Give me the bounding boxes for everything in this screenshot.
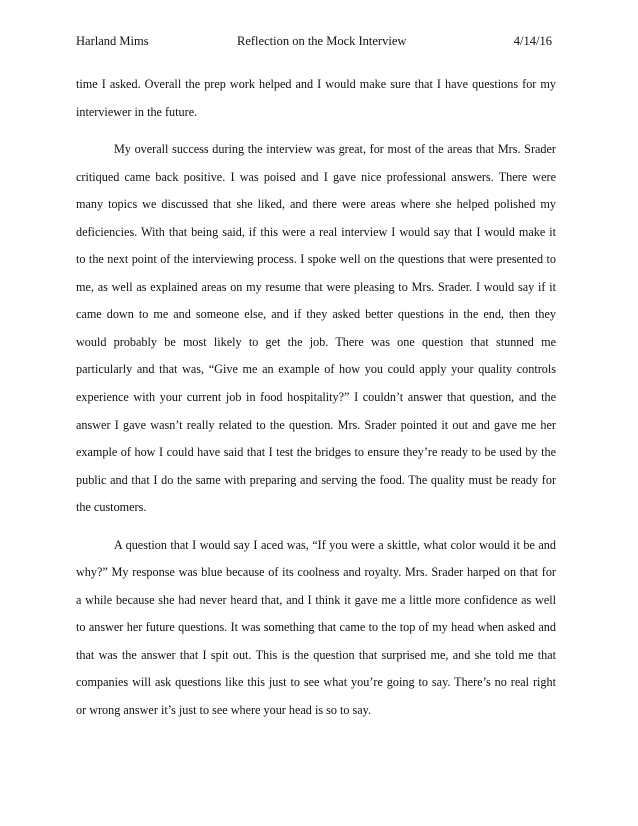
- text-line: the customers.: [76, 500, 147, 515]
- text-line: experience with your current job in food hospitality?” I couldn’t answer that question, and the: [76, 390, 556, 405]
- paragraph-3: [76, 532, 556, 725]
- paragraph-gap: [76, 522, 556, 532]
- header-title: Reflection on the Mock Interview: [237, 34, 407, 48]
- header-date: 4/14/16: [513, 34, 552, 48]
- text-line: that was the answer that I spit out. This is the question that surprised me, and she told me that: [76, 647, 556, 662]
- text-line: companies will ask questions like this just to see what you’re going to say. There’s no real right: [76, 675, 556, 690]
- running-header: [76, 34, 552, 52]
- paragraph-2: [76, 136, 556, 522]
- text-line: why?” My response was blue because of its coolness and royalty. Mrs. Srader harped on that for: [76, 565, 556, 580]
- text-line: many topics we discussed that she liked, and there were areas where she helped polished my: [76, 197, 556, 212]
- paragraph-1: [76, 71, 556, 126]
- text-line: critiqued came back positive. I was poised and I gave nice professional answers. There were: [76, 169, 556, 184]
- text-line: time I asked. Overall the prep work helped and I would make sure that I have questions for my: [76, 77, 556, 91]
- text-line: to the next point of the interviewing process. I spoke well on the questions that were presented to: [76, 252, 556, 267]
- text-line: answer I gave wasn’t really related to the question. Mrs. Srader pointed it out and gave me her: [76, 417, 556, 432]
- text-line: example of how I could have said that I test the bridges to ensure they’re ready to be used by the: [76, 445, 556, 460]
- text-line: to answer her future questions. It was something that came to the top of my head when asked and: [76, 620, 556, 635]
- text-line: came down to me and someone else, and if they asked better questions in the end, then they: [76, 307, 556, 322]
- text-line: a while because she had never heard that, and I think it gave me a little more confidence as well: [76, 592, 556, 607]
- text-line: My overall success during the interview was great, for most of the areas that Mrs. Srader: [114, 142, 556, 157]
- text-line: me, as well as explained areas on my resume that were pleasing to Mrs. Srader. I would say if it: [76, 279, 556, 294]
- paragraph-gap: [76, 126, 556, 136]
- document-body: [76, 71, 556, 725]
- text-line: public and that I do the same with preparing and serving the food. The quality must be ready for: [76, 472, 556, 487]
- text-line: or wrong answer it’s just to see where your head is so to say.: [76, 703, 372, 718]
- text-line: deficiencies. With that being said, if this were a real interview I would say that I would make it: [76, 224, 556, 239]
- text-line: would probably be most likely to get the job. There was one question that stunned me: [76, 334, 556, 349]
- header-author: Harland Mims: [76, 34, 149, 48]
- text-line: particularly and that was, “Give me an example of how you could apply your quality controls: [76, 362, 556, 377]
- text-line: A question that I would say I aced was, “If you were a skittle, what color would it be and: [114, 537, 556, 552]
- text-line: interviewer in the future.: [76, 104, 198, 119]
